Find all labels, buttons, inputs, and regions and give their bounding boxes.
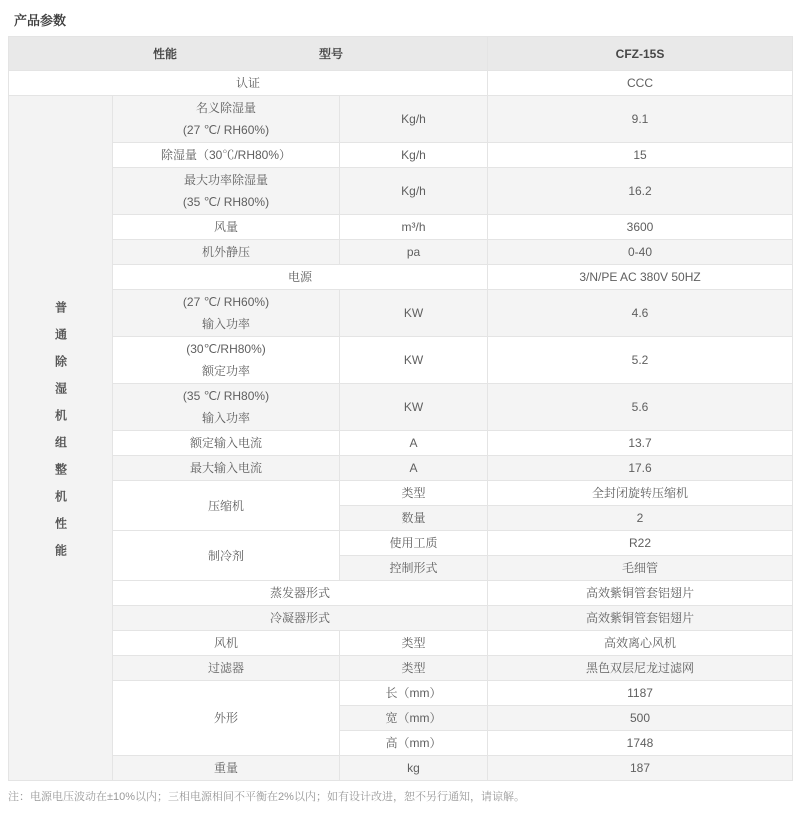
header-left-cell [9, 37, 488, 71]
filter-value: 黑色双层尼龙过滤网 [488, 656, 793, 681]
dimension-height-label: 高（mm） [340, 731, 488, 756]
nominal-dehumidify-label-line2: (27 ℃/ RH60%) [182, 123, 270, 137]
row-weight [9, 756, 793, 781]
row-filter [9, 656, 793, 681]
row-compressor-type [9, 481, 793, 506]
input-power-27-label-line1: (27 ℃/ RH60%) [182, 295, 270, 309]
condenser-value: 高效紫铜管套铝翅片 [488, 606, 793, 631]
row-condenser [9, 606, 793, 631]
rated-power-30-value: 5.2 [488, 337, 793, 384]
input-power-27-label [113, 290, 340, 337]
rated-current-value: 13.7 [488, 431, 793, 456]
nominal-dehumidify-unit: Kg/h [340, 96, 488, 143]
fan-value: 高效离心风机 [488, 631, 793, 656]
dimension-width-value: 500 [488, 706, 793, 731]
rated-power-30-label [113, 337, 340, 384]
condenser-label: 冷凝器形式 [113, 606, 488, 631]
evaporator-label: 蒸发器形式 [113, 581, 488, 606]
refrigerant-control-value: 毛细管 [488, 556, 793, 581]
airflow-value: 3600 [488, 215, 793, 240]
max-current-label: 最大输入电流 [113, 456, 340, 481]
row-certification [9, 71, 793, 96]
nominal-dehumidify-label-line1: 名义除湿量 [195, 101, 256, 115]
rated-power-30-label-line2: 额定功率 [201, 364, 250, 378]
certification-value: CCC [488, 71, 793, 96]
fan-label: 风机 [113, 631, 340, 656]
compressor-type-value: 全封闭旋转压缩机 [488, 481, 793, 506]
row-airflow [9, 215, 793, 240]
dehumidify-label: 除湿量（30℃/RH80%） [113, 143, 340, 168]
max-power-dehumidify-label-line2: (35 ℃/ RH80%) [182, 195, 270, 209]
evaporator-value: 高效紫铜管套铝翅片 [488, 581, 793, 606]
power-supply-label: 电源 [113, 265, 488, 290]
filter-label: 过滤器 [113, 656, 340, 681]
dimension-length-value: 1187 [488, 681, 793, 706]
row-fan [9, 631, 793, 656]
refrigerant-medium-value: R22 [488, 531, 793, 556]
product-params-section [8, 0, 792, 814]
compressor-label: 压缩机 [113, 481, 340, 531]
header-model-label: 型号 [318, 46, 343, 61]
refrigerant-medium-label: 使用工质 [340, 531, 488, 556]
input-power-35-value: 5.6 [488, 384, 793, 431]
fan-type-label: 类型 [340, 631, 488, 656]
refrigerant-label: 制冷剂 [113, 531, 340, 581]
max-current-unit: A [340, 456, 488, 481]
dimension-height-value: 1748 [488, 731, 793, 756]
compressor-qty-label: 数量 [340, 506, 488, 531]
row-nominal-dehumidify [9, 96, 793, 143]
dimension-length-label: 长（mm） [340, 681, 488, 706]
row-input-power-35 [9, 384, 793, 431]
row-evaporator [9, 581, 793, 606]
row-dimension-length [9, 681, 793, 706]
row-dehumidify [9, 143, 793, 168]
row-refrigerant-medium [9, 531, 793, 556]
nominal-dehumidify-label [113, 96, 340, 143]
nominal-dehumidify-value: 9.1 [488, 96, 793, 143]
static-pressure-value: 0-40 [488, 240, 793, 265]
group-label: 普通除湿机组整机性能 [53, 301, 68, 571]
certification-label: 认证 [9, 71, 488, 96]
airflow-label: 风量 [113, 215, 340, 240]
refrigerant-control-label: 控制形式 [340, 556, 488, 581]
dehumidify-value: 15 [488, 143, 793, 168]
row-power-supply [9, 265, 793, 290]
row-rated-current [9, 431, 793, 456]
dehumidify-unit: Kg/h [340, 143, 488, 168]
compressor-type-label: 类型 [340, 481, 488, 506]
max-power-dehumidify-label-line1: 最大功率除湿量 [183, 173, 268, 187]
rated-power-30-label-line1: (30℃/RH80%) [186, 342, 266, 356]
max-power-dehumidify-unit: Kg/h [340, 168, 488, 215]
max-power-dehumidify-value: 16.2 [488, 168, 793, 215]
row-rated-power-30 [9, 337, 793, 384]
rated-current-unit: A [340, 431, 488, 456]
input-power-35-label-line1: (35 ℃/ RH80%) [182, 389, 270, 403]
page-title: 产品参数 [14, 13, 67, 28]
max-power-dehumidify-label [113, 168, 340, 215]
table-header-row [9, 37, 793, 71]
row-static-pressure [9, 240, 793, 265]
weight-label: 重量 [113, 756, 340, 781]
group-label-cell [9, 96, 113, 781]
weight-value: 187 [488, 756, 793, 781]
input-power-35-label-line2: 输入功率 [201, 411, 250, 425]
airflow-unit: m³/h [340, 215, 488, 240]
weight-unit: kg [340, 756, 488, 781]
header-model-value: CFZ-15S [488, 37, 793, 71]
rated-power-30-unit: KW [340, 337, 488, 384]
row-input-power-27 [9, 290, 793, 337]
input-power-27-unit: KW [340, 290, 488, 337]
max-current-value: 17.6 [488, 456, 793, 481]
row-max-power-dehumidify [9, 168, 793, 215]
dimensions-label: 外形 [113, 681, 340, 756]
footnote: 注：电源电压波动在±10%以内；三相电源相间不平衡在2%以内；如有设计改进，恕不另行通知，请谅解。 [8, 791, 525, 803]
power-supply-value: 3/N/PE AC 380V 50HZ [488, 265, 793, 290]
input-power-35-label [113, 384, 340, 431]
input-power-27-label-line2: 输入功率 [201, 317, 250, 331]
input-power-35-unit: KW [340, 384, 488, 431]
compressor-qty-value: 2 [488, 506, 793, 531]
input-power-27-value: 4.6 [488, 290, 793, 337]
dimension-width-label: 宽（mm） [340, 706, 488, 731]
spec-table [8, 36, 793, 781]
static-pressure-label: 机外静压 [113, 240, 340, 265]
static-pressure-unit: pa [340, 240, 488, 265]
header-perf-label: 性能 [152, 46, 177, 61]
rated-current-label: 额定输入电流 [113, 431, 340, 456]
row-max-current [9, 456, 793, 481]
filter-type-label: 类型 [340, 656, 488, 681]
